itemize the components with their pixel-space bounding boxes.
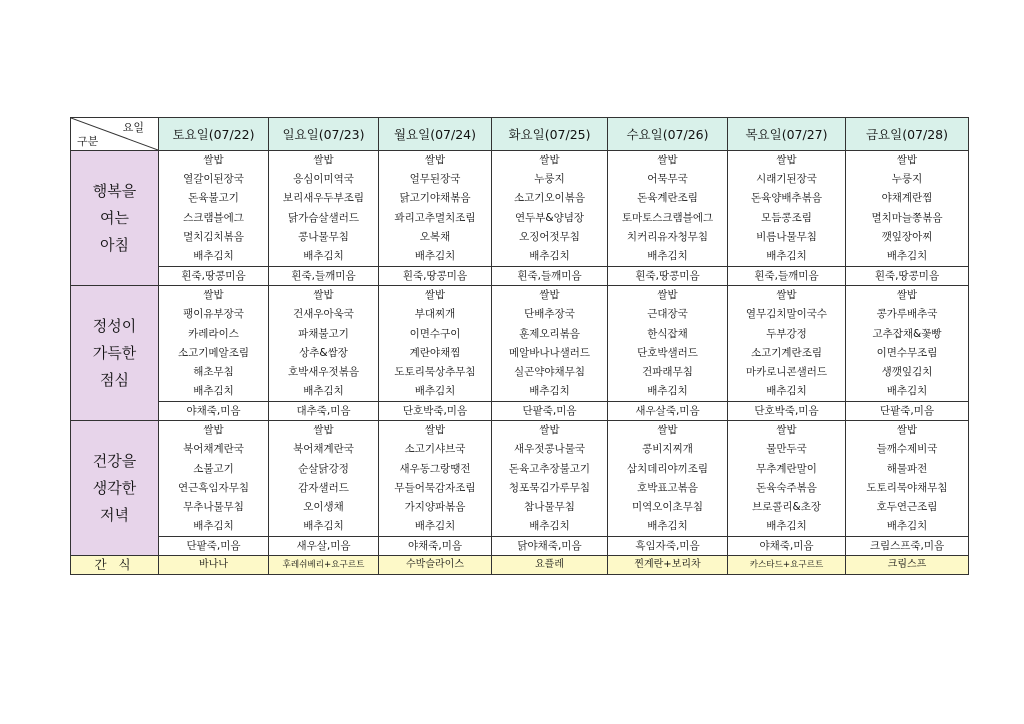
menu-item: 고추잡채&꽃빵 [872,327,942,340]
meal-label-line: 정성이 [92,316,137,335]
menu-item: 쌀밥 [539,289,560,302]
menu-item: 미역오이초무침 [631,501,703,513]
day-header: 수요일(07/26) [608,118,728,151]
menu-cell [608,421,728,537]
menu-item: 배추김치 [647,520,688,533]
menu-cell [269,151,379,267]
menu-item: 배추김치 [647,249,688,262]
menu-item: 카레라이스 [188,327,239,340]
menu-item: 꽈리고추멸치조림 [394,211,476,224]
corner-cell [71,118,159,151]
menu-cell [159,421,269,537]
menu-item: 해초무침 [193,365,234,378]
menu-item: 쌀밥 [313,424,334,437]
menu-item: 쌀밥 [657,424,678,437]
menu-cell [379,286,492,402]
menu-item: 보리새우두부조림 [282,192,365,205]
menu-item: 비름나물무침 [756,230,817,243]
meal-label-line: 건강을 [92,451,137,470]
menu-item: 쌀밥 [539,154,560,166]
snack-label: 간 식 [71,556,159,575]
meal-label-line: 생각한 [92,478,137,497]
menu-item: 이면수구이 [409,327,461,340]
porridge-item: 단팥죽,미음 [492,402,608,421]
menu-item: 호두연근조림 [876,501,938,513]
menu-item: 배추김치 [303,249,344,262]
menu-item: 쌀밥 [657,154,678,166]
menu-item: 토마토스크램블에그 [621,211,714,224]
menu-item: 삼치데리야끼조림 [626,462,709,475]
menu-item: 스크램블에그 [183,211,244,224]
menu-item: 쌀밥 [896,289,918,302]
snack-item: 카스타드+요구르트 [728,556,846,575]
menu-item: 한식잡채 [647,327,688,340]
meal-row [71,286,969,402]
meal-label-line: 행복을 [92,181,137,200]
menu-item: 오징어젓무침 [519,230,580,243]
meal-row [71,421,969,537]
menu-cell [728,421,846,537]
menu-item: 콩가루배추국 [876,308,938,321]
snack-item: 바나나 [159,556,269,575]
menu-item: 단배추장국 [524,308,575,321]
day-header: 월요일(07/24) [379,118,492,151]
menu-item: 배추김치 [414,249,456,262]
meal-label [71,151,159,286]
menu-item: 쌀밥 [776,154,797,166]
porridge-item: 흰죽,땅콩미음 [608,267,728,286]
menu-item: 북어채계란국 [293,443,354,456]
menu-item: 순살닭강정 [298,462,349,475]
menu-item: 도토리묵상추무침 [394,365,476,378]
menu-item: 소고기메알조림 [177,346,249,359]
porridge-item: 흰죽,땅콩미음 [846,267,969,286]
menu-item: 배추김치 [647,385,688,398]
porridge-item: 흰죽,땅콩미음 [159,267,269,286]
menu-cell [492,286,608,402]
meal-label-line: 저녁 [100,505,129,524]
menu-item: 배추김치 [193,249,234,262]
menu-item: 모듬콩조림 [761,211,812,224]
menu-item: 배추김치 [766,249,807,262]
menu-item: 새우동그랑땡전 [399,462,471,475]
menu-item: 건파래무침 [642,365,693,378]
day-header: 토요일(07/22) [159,118,269,151]
menu-item: 이면수무조림 [876,346,938,359]
menu-item: 배추김치 [766,520,807,533]
menu-item: 닭고기야채볶음 [399,192,471,205]
menu-item: 배추김치 [529,520,570,533]
meal-label [71,421,159,556]
meal-label-line: 아침 [100,235,129,254]
day-header: 화요일(07/25) [492,118,608,151]
menu-item: 쌀밥 [657,289,678,302]
porridge-item: 흰죽,들깨미음 [492,267,608,286]
menu-item: 돈육불고기 [188,192,239,205]
menu-cell [846,286,969,402]
menu-item: 새우젓콩나물국 [513,443,585,456]
menu-item: 계란야채찜 [409,346,461,359]
menu-item: 얼무된장국 [409,173,461,186]
menu-item: 근대장국 [647,308,688,321]
menu-item: 누룽지 [891,173,923,186]
menu-item: 열무김치말이국수 [745,308,828,321]
weekly-menu-table [70,117,969,575]
menu-item: 쌀밥 [539,424,560,437]
menu-item: 콩비지찌개 [642,443,693,456]
porridge-item: 단호박죽,미음 [728,402,846,421]
snack-item: 수박슬라이스 [379,556,492,575]
menu-item: 닭가슴살샐러드 [287,211,359,224]
menu-item: 배추김치 [303,520,344,533]
menu-cell [492,421,608,537]
menu-cell [728,286,846,402]
menu-item: 무추계란말이 [756,462,817,475]
menu-item: 배추김치 [529,249,570,262]
menu-item: 쌀밥 [424,289,446,302]
menu-item: 오복채 [419,230,451,243]
menu-item: 쌀밥 [424,154,446,166]
menu-cell [608,151,728,267]
menu-item: 소고기계란조림 [750,346,822,359]
menu-cell [846,421,969,537]
menu-item: 어묵무국 [647,173,688,186]
porridge-item: 야채죽,미음 [159,402,269,421]
menu-item: 부대찌개 [414,308,456,321]
menu-item: 쌀밥 [313,154,334,166]
day-header: 목요일(07/27) [728,118,846,151]
menu-item: 치커리유자청무침 [626,230,709,243]
menu-item: 가지양파볶음 [404,501,466,513]
menu-item: 배추김치 [886,520,928,533]
porridge-item: 흰죽,땅콩미음 [379,267,492,286]
menu-item: 들깨수제비국 [876,443,938,456]
porridge-item: 단팥죽,미음 [846,402,969,421]
menu-item: 응심이미역국 [293,173,354,186]
menu-item: 오이생채 [303,501,344,513]
porridge-item: 흰죽,들깨미음 [269,267,379,286]
menu-item: 시래기된장국 [756,173,817,186]
menu-item: 소불고기 [193,462,234,475]
meal-label-line: 점심 [100,370,129,389]
menu-item: 건새우아욱국 [293,308,354,321]
meal-label-line: 여는 [100,208,129,227]
menu-cell [608,286,728,402]
menu-item: 쌀밥 [203,289,224,302]
snack-row [71,556,969,575]
menu-item: 배추김치 [414,385,456,398]
menu-item: 도토리묵야채무침 [866,481,948,494]
porridge-item: 닭야채죽,미음 [492,537,608,556]
menu-item: 돈육양배추볶음 [750,192,822,205]
menu-item: 생깻잎김치 [881,365,933,378]
day-header: 금요일(07/28) [846,118,969,151]
menu-item: 상추&쌈장 [299,346,348,359]
menu-item: 감자샐러드 [298,481,349,494]
menu-item: 멸치마늘쫑볶음 [871,211,943,224]
snack-item: 후레쉬베리+요구르트 [269,556,379,575]
menu-cell [379,151,492,267]
menu-item: 물만두국 [766,443,807,456]
menu-item: 쌀밥 [424,424,446,437]
menu-item: 마카로니콘샐러드 [745,365,828,378]
menu-cell [379,421,492,537]
porridge-row [71,402,969,421]
menu-cell [728,151,846,267]
menu-item: 돈육숙주볶음 [756,481,817,494]
header-row [71,118,969,151]
porridge-row [71,267,969,286]
day-header: 일요일(07/23) [269,118,379,151]
menu-item: 배추김치 [193,520,234,533]
snack-item: 요플레 [492,556,608,575]
menu-item: 연근흑임자무침 [177,481,249,494]
menu-item: 해물파전 [886,462,928,475]
menu-item: 소고기샤브국 [404,443,466,456]
menu-item: 배추김치 [766,385,807,398]
snack-item: 크림스프 [846,556,969,575]
porridge-item: 새우살,미음 [269,537,379,556]
menu-item: 콩나물무침 [298,230,349,243]
menu-item: 연두부&양념장 [514,211,585,224]
menu-cell [159,286,269,402]
menu-item: 무들어묵감자조림 [394,481,476,494]
menu-item: 배추김치 [529,385,570,398]
menu-cell [492,151,608,267]
menu-item: 호박표고볶음 [637,481,698,494]
meal-row [71,151,969,267]
menu-item: 열갈이된장국 [183,173,244,186]
menu-item: 배추김치 [303,385,344,398]
menu-item: 호박새우젓볶음 [287,365,359,378]
menu-item: 배추김치 [886,385,928,398]
menu-item: 메알바나나샐러드 [508,346,591,359]
menu-item: 소고기오이볶음 [513,192,585,205]
menu-item: 실곤약야채무침 [513,365,585,378]
menu-item: 팽이유부장국 [183,308,244,321]
menu-item: 쌀밥 [776,424,797,437]
porridge-item: 새우살죽,미음 [608,402,728,421]
menu-item: 북어채계란국 [183,443,244,456]
meal-label [71,286,159,421]
menu-item: 참나물무침 [524,501,575,513]
porridge-item: 야채죽,미음 [728,537,846,556]
porridge-item: 흰죽,들깨미음 [728,267,846,286]
menu-cell [269,286,379,402]
menu-item: 깻잎장아찌 [881,230,933,243]
menu-cell [269,421,379,537]
menu-item: 배추김치 [886,249,928,262]
porridge-item: 야채죽,미음 [379,537,492,556]
menu-item: 야채계란찜 [881,192,933,205]
menu-item: 배추김치 [193,385,234,398]
menu-item: 돈육고추장불고기 [508,462,591,475]
menu-item: 무추나물무침 [183,501,244,513]
menu-item: 쌀밥 [896,154,918,166]
porridge-item: 크림스프죽,미음 [846,537,969,556]
menu-item: 배추김치 [414,520,456,533]
snack-item: 찐계란+보리차 [608,556,728,575]
menu-cell [159,151,269,267]
menu-item: 브로콜리&초장 [751,501,822,513]
porridge-item: 흑임자죽,미음 [608,537,728,556]
menu-item: 멸치김치볶음 [183,230,244,243]
menu-item: 돈육계란조림 [637,192,698,205]
menu-item: 훈제오리볶음 [519,327,580,340]
menu-item: 파채불고기 [298,327,349,340]
corner-label-category: 구분 [77,135,99,148]
menu-item: 쌀밥 [203,424,224,437]
menu-item: 쌀밥 [313,289,334,302]
meal-label-line: 가득한 [92,343,137,362]
menu-item: 쌀밥 [896,424,918,437]
menu-item: 단호박샐러드 [637,346,698,359]
menu-item: 청포묵김가루무침 [508,481,591,494]
menu-cell [846,151,969,267]
menu-item: 누룽지 [534,173,565,186]
porridge-item: 단호박죽,미음 [379,402,492,421]
menu-item: 쌀밥 [776,289,797,302]
porridge-item: 대추죽,미음 [269,402,379,421]
porridge-row [71,537,969,556]
menu-item: 쌀밥 [203,154,224,166]
menu-item: 두부강정 [766,327,807,340]
porridge-item: 단팥죽,미음 [159,537,269,556]
corner-label-day: 요일 [122,121,144,134]
